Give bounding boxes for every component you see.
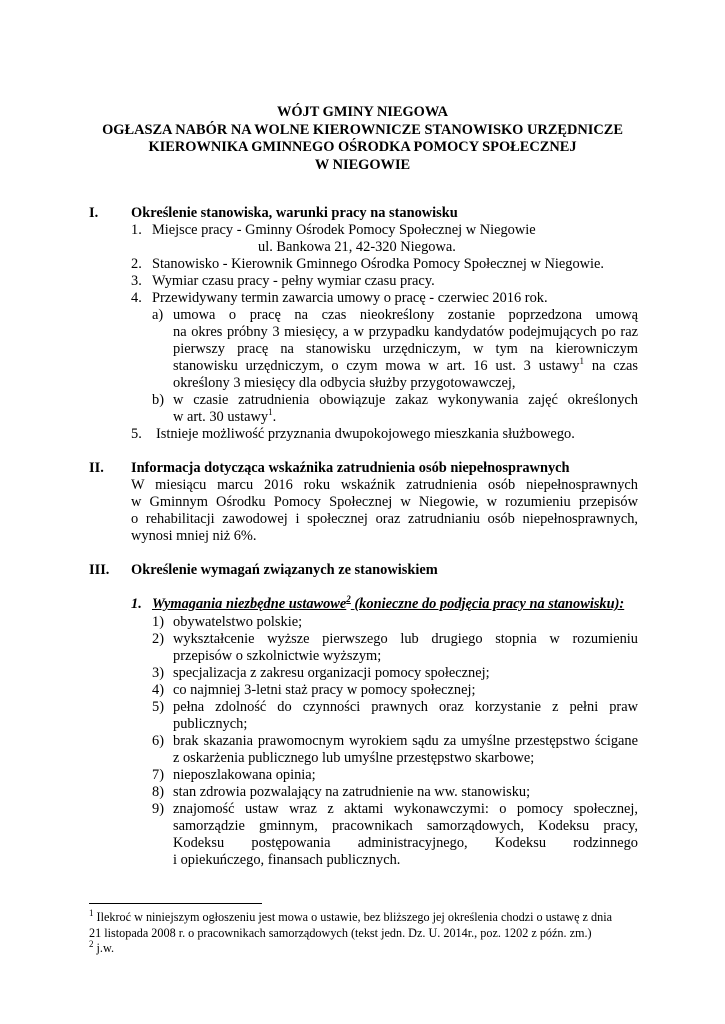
footnote-2 <box>89 938 115 956</box>
requirement-line: i opiekuńczego, finansach publicznych. <box>173 852 401 868</box>
item-1-text: Miejsce pracy - Gminny Ośrodek Pomocy Społecznej w Niegowie <box>152 222 536 238</box>
item-5-text: Istnieje możliwość przyznania dwupokojowego mieszkania służbowego. <box>156 426 575 442</box>
item-4-text: Przewidywany termin zawarcia umowy o pracę - czerwiec 2016 rok. <box>152 290 548 306</box>
item-5-number: 5. <box>131 426 142 442</box>
requirement-text <box>173 665 638 682</box>
requirement-number: 9) <box>152 801 164 817</box>
requirement-line: z oskarżenia publicznego lub umyślne przestępstwo skarbowe; <box>173 750 535 766</box>
item-1-address: ul. Bankowa 21, 42-320 Niegowa. <box>258 239 456 255</box>
requirement-text <box>173 733 638 767</box>
requirement-text <box>173 699 638 733</box>
section-1-numeral: I. <box>89 205 99 221</box>
requirement-text <box>173 767 638 784</box>
requirement-line: specjalizacja z zakresu organizacji pomocy społecznej; <box>173 665 490 681</box>
footnote-ref-1b: 1 <box>268 407 273 418</box>
footnote-2-text: j.w. <box>93 941 115 955</box>
sub-b-line-1: w czasie zatrudnienia obowiązuje zakaz wykonywania zajęć określonych <box>173 392 638 408</box>
sub-a-paragraph <box>173 307 638 392</box>
requirement-line: stan zdrowia pozwalający na zatrudnienie na ww. stanowisku; <box>173 784 531 800</box>
header-line-4: W NIEGOWIE <box>314 157 411 173</box>
item-2-number: 2. <box>131 256 142 272</box>
section-3-heading: Określenie wymagań związanych ze stanowiskiem <box>131 562 438 578</box>
sub-b-paragraph <box>173 392 638 426</box>
requirement-number: 5) <box>152 699 164 715</box>
requirement-number: 8) <box>152 784 164 800</box>
requirement-number: 2) <box>152 631 164 647</box>
section-2-paragraph <box>131 477 638 545</box>
footnote-1-text: Ilekroć w niniejszym ogłoszeniu jest mowa o ustawie, bez bliższego jej określenia chodzi o ustawę z dnia <box>93 910 612 924</box>
requirement-line: publicznych; <box>173 716 248 732</box>
section-2-numeral: II. <box>89 460 104 476</box>
requirement-number: 6) <box>152 733 164 749</box>
footnote-1-line-1 <box>89 907 612 925</box>
footnote-1-marker: 1 <box>89 907 94 918</box>
section-3-numeral: III. <box>89 562 110 578</box>
requirement-text <box>173 801 638 869</box>
sub-a-line-4 <box>173 358 638 375</box>
header-line-3: KIEROWNIKA GMINNEGO OŚRODKA POMOCY SPOŁECZNEJ <box>148 139 577 155</box>
requirement-number: 4) <box>152 682 164 698</box>
requirement-line: pełna zdolność do czynności prawnych oraz korzystanie z pełni praw <box>173 699 638 715</box>
item-3-number: 3. <box>131 273 142 289</box>
sub-b-line-2-text: w art. 30 ustawy <box>173 409 269 425</box>
requirement-line: obywatelstwo polskie; <box>173 614 303 630</box>
header-line-1: WÓJT GMINY NIEGOWA <box>276 104 449 120</box>
sub-a-line-5: określony 3 miesięcy dla odbycia służby przygotowawczej, <box>173 375 516 391</box>
requirement-number: 1) <box>152 614 164 630</box>
section-1-heading: Określenie stanowiska, warunki pracy na stanowisku <box>131 205 458 221</box>
subsection-1-number: 1. <box>131 596 142 612</box>
footnote-1-line-2: 21 listopada 2008 r. o pracownikach samorządowych (tekst jedn. Dz. U. 2014r., poz. 1202 z późn. zm.) <box>89 926 592 940</box>
requirement-line: znajomość ustaw wraz z aktami wykonawczymi: o pomocy społecznej, <box>173 801 638 817</box>
item-2-text: Stanowisko - Kierownik Gminnego Ośrodka Pomocy Społecznej w Niegowie. <box>152 256 605 272</box>
sub-a-letter: a) <box>152 307 164 323</box>
item-4-number: 4. <box>131 290 142 306</box>
sub-a-line-4-end: na czas <box>583 358 639 374</box>
requirement-text <box>173 614 638 631</box>
section-2-line-4: wynosi mniej niż 6%. <box>131 528 257 544</box>
requirement-text <box>173 631 638 665</box>
requirement-number: 7) <box>152 767 164 783</box>
requirement-line: przepisów o szkolnictwie wyższym; <box>173 648 382 664</box>
subsection-1-underlined: Wymagania niezbędne ustawowe <box>152 596 347 612</box>
sub-a-line-3: pierwszy pracę na stanowisku urzędniczym, w tym na kierowniczym <box>173 341 638 357</box>
sub-a-line-1: umowa o pracę na czas nieokreślony zostanie poprzedzona umową <box>173 307 638 323</box>
requirement-text <box>173 682 638 699</box>
header-line-2: OGŁASZA NABÓR NA WOLNE KIEROWNICZE STANOWISKO URZĘDNICZE <box>102 122 623 138</box>
requirement-line: co najmniej 3-letni staż pracy w pomocy społecznej; <box>173 682 476 698</box>
footnote-ref-1: 1 <box>579 356 584 367</box>
sub-b-line-2 <box>173 409 638 426</box>
requirement-number: 3) <box>152 665 164 681</box>
section-2-line-2: w Gminnym Ośrodku Pomocy Społecznej w Niegowie, w rozumieniu przepisów <box>131 494 638 510</box>
requirement-line: brak skazania prawomocnym wyrokiem sądu za umyślne przestępstwo ścigane <box>173 733 638 749</box>
sub-a-line-4-text: stanowisku urzędniczym, o czym mowa w art. 16 ust. 3 ustawy <box>173 358 580 374</box>
sub-b-letter: b) <box>152 392 164 408</box>
sub-b-line-2-end: . <box>272 409 277 425</box>
footnote-2-marker: 2 <box>89 938 94 949</box>
subsection-1-heading <box>152 596 624 613</box>
section-2-line-1: W miesiącu marcu 2016 roku wskaźnik zatrudnienia osób niepełnosprawnych <box>131 477 638 493</box>
requirement-line: nieposzlakowana opinia; <box>173 767 316 783</box>
subsection-1-rest: (konieczne do podjęcia pracy na stanowisku): <box>350 596 625 612</box>
sub-a-line-2: na okres próbny 3 miesięcy, a w przypadku kandydatów podejmujących po raz <box>173 324 638 340</box>
requirement-line: samorządzie gminnym, pracownikach samorządowych, Kodeksu pracy, <box>173 818 638 834</box>
section-2-line-3: o rehabilitacji zawodowej i społecznej oraz zatrudnianiu osób niepełnosprawnych, <box>131 511 638 527</box>
section-2-heading: Informacja dotycząca wskaźnika zatrudnienia osób niepełnosprawnych <box>131 460 570 476</box>
requirement-line: wykształcenie wyższe pierwszego lub drugiego stopnia w rozumieniu <box>173 631 638 647</box>
footnote-separator <box>89 903 262 904</box>
requirement-line: Kodeksu postępowania administracyjnego, Kodeksu rodzinnego <box>173 835 638 851</box>
requirement-text <box>173 784 638 801</box>
item-1-number: 1. <box>131 222 142 238</box>
item-3-text: Wymiar czasu pracy - pełny wymiar czasu pracy. <box>152 273 435 289</box>
footnote-ref-2: 2 <box>346 594 351 605</box>
